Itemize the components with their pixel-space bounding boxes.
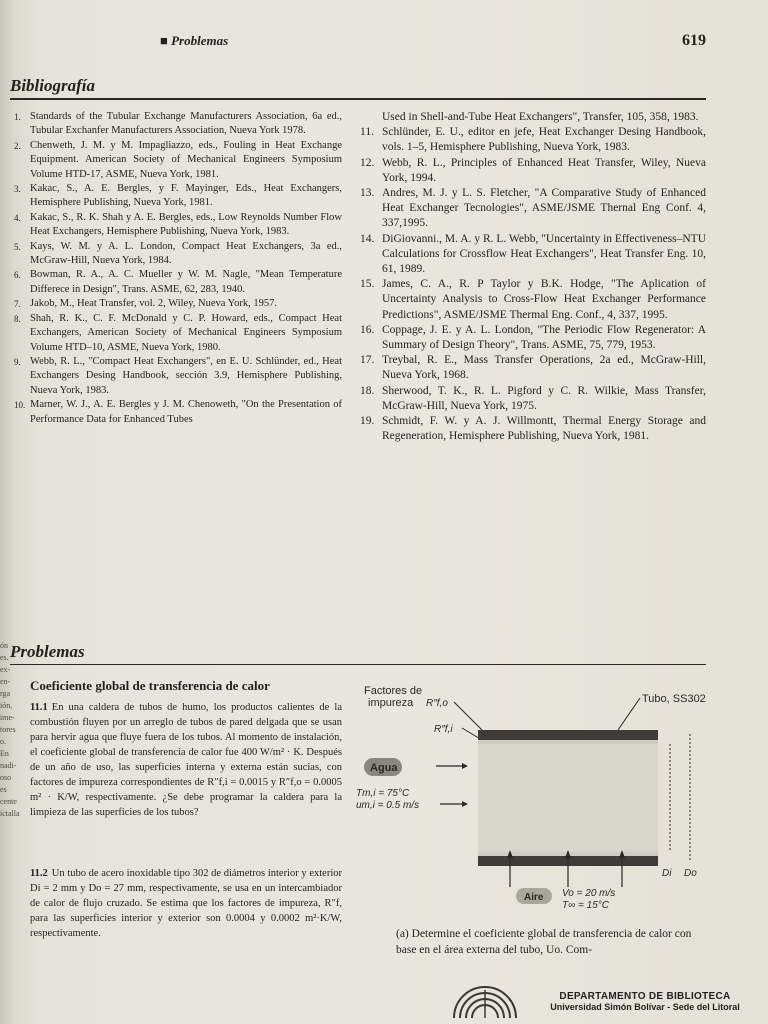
heat-exchanger-figure [350,682,730,912]
entry-number: 10. [14,400,26,411]
entry-text: Sherwood, T. K., R. L. Pigford y C. R. Wilkie, Mass Transfer, McGraw-Hill, Nueva York, 1975. [382,384,706,412]
problem-11-2-part-a: (a) Determine el coeficiente global de transferencia de calor con base en el área externa del tubo, Uo. Com- [396,928,692,956]
bibliography-heading: Bibliografía [10,76,96,95]
bibliography-entry [360,186,706,232]
entry-number: 5. [14,241,21,252]
fig-label-do: Do [684,868,697,879]
bibliography-entry [360,110,706,125]
fig-label-rfo: R″f,o [426,698,448,709]
entry-text: Schmidt, F. W. y A. J. Willmontt, Thermal Energy Storage and Regeneration, Hemisphere Publishing, Nueva York, 1981. [382,415,706,443]
bibliography-entry [360,414,706,444]
bibliography-entry [14,211,342,240]
entry-number: 8. [14,313,21,324]
library-stamp-line2: Universidad Simón Bolívar - Sede del Litoral [550,1002,740,1012]
fig-label-to: T∞ = 15°C [562,900,609,911]
entry-text: Coppage, J. E. y A. L. London, "The Periodic Flow Regenerator: A Summary of Design Theory", Trans. ASME, 75, 779, 1953. [382,323,706,352]
entry-number: 7. [14,299,21,310]
bibliography-entry [360,232,706,278]
entry-number: 12. [360,156,375,169]
running-header-section: ■ Problemas [160,33,229,48]
entry-number: 18. [360,384,375,397]
tube-wall-top [478,730,658,740]
problem-text: Un tubo de acero inoxidable tipo 302 de diámetros interior y exterior Di = 2 mm y Do = 27 mm, respectivamente, se usa en un intercambiador de calor de flujo cruzado. Se estima que los factores de impureza, R″f, para las superficies interior y exterior son 0.0004 y 0.0002 m²·K/W, respectivamente. [30,868,342,939]
page-number: 619 [682,32,706,49]
bibliography-entry [14,182,342,211]
entry-number: 14. [360,232,375,245]
facing-page-bleed: ón es. ex- en- rga ión, ime- tores o. En nadi- oso es cente ictalla [0,641,20,818]
entry-number: 3. [14,184,21,195]
entry-text: Kakac, S., R. K. Shah y A. E. Bergles, eds., Low Reynolds Number Flow Heat Exchangers, Hemisphere Publishing, Nueva York, 1983. [30,211,342,238]
bibliography-entry [360,323,706,353]
problem-11-1 [30,700,342,820]
tubo-leader-line [618,698,640,730]
bibliography-entry [360,353,706,383]
tube-flow-region [478,744,658,852]
bibliography-entry [360,125,706,155]
problems-heading: Problemas [10,642,85,661]
fig-label-di: Di [662,868,672,879]
fig-label-factores: Factores de [364,685,423,697]
entry-number: 15. [360,278,375,291]
fig-label-aire: Aire [524,892,544,903]
fig-label-tmi: Tm,i = 75°C [356,788,410,799]
entry-number: 4. [14,212,21,223]
agua-arrowhead [462,763,468,769]
entry-text: Treybal, R. E., Mass Transfer Operations, 2a ed., McGraw-Hill, Nueva York, 1968. [382,354,706,382]
entry-text: Shah, R. K., C. F. McDonald y C. P. Howard, eds., Compact Heat Exchangers, American Society of Mechanical Engineers Symposium Volume HTD–10, ASME, Nueva York, 1980. [30,312,342,353]
entry-text: Webb, R. L., "Compact Heat Exchangers", en E. U. Schlünder, ed., Heat Exchangers Desing Handbook, sección 3.9, Hemisphere Publishing, Nueva York, 1983. [30,355,342,396]
entry-text: James, C. A., R. P Taylor y B.K. Hodge, "The Aplication of Uncertainty Analysis to Cross-Flow Heat Exchanger Performance Predictions", ASME/JSME Thermal Eng. Conf., 4, 337, 1995. [382,278,706,321]
bibliography-entry [360,277,706,323]
bibliography-rule [10,98,706,100]
bibliography-left-column [14,110,342,427]
fig-label-impureza: impureza [368,697,414,709]
bibliography-entry [360,156,706,186]
entry-text: Bowman, R. A., A. C. Mueller y W. M. Nagle, "Mean Temperature Differece in Design", Trans. ASME, 62, 283, 1940. [30,269,342,295]
entry-number: 1. [14,112,21,122]
entry-text: Standards of the Tubular Exchange Manufacturers Association, 6a ed., Tubular Exchanfer Manufacturers Association, Nueva York 1978. [30,111,342,137]
entry-number: 11. [360,126,374,139]
library-stamp [540,991,750,1012]
bibliography-entry [14,110,342,139]
bibliography-entry [14,268,342,297]
entry-text: Jakob, M., Heat Transfer, vol. 2, Wiley, Nueva York, 1957. [30,298,278,310]
bibliography-entry [14,355,342,398]
entry-number: 6. [14,270,21,281]
fig-label-rfi: R″f,i [434,724,453,735]
entry-number: 19. [360,415,375,428]
entry-number: 2. [14,140,21,151]
entry-text: Schlünder, E. U., editor en jefe, Heat Exchanger Desing Handbook, vols. 1–5, Hemisphere Publishing, Nueva York, 1983. [382,126,706,154]
entry-number: 17. [360,354,375,367]
entry-number [360,110,382,125]
problems-rule [10,664,706,665]
fig-label-umi: um,i = 0.5 m/s [356,800,420,811]
library-stamp-line1: DEPARTAMENTO DE BIBLIOTECA [559,991,731,1002]
bibliography-entry [14,240,342,269]
bibliography-entry [360,384,706,414]
problem-11-2 [30,866,342,941]
bibliography-entry [14,398,342,427]
fig-label-tubo: Tubo, SS302 [642,693,706,705]
flow-arrowhead [462,801,468,807]
fig-label-agua: Agua [370,762,398,774]
problem-number: 11.1 [30,702,48,713]
entry-text: Chenweth, J. M. y M. Impagliazzo, eds., Fouling in Heat Exchange Equipment. American Society of Mechanical Engineers Symposium Volume HTD-17, ASME, Nueva York, 1981. [30,139,342,180]
entry-number: 9. [14,356,21,367]
entry-text: Andres, M. J. y L. S. Fletcher, "A Comparative Study of Enhanced Heat Exchanger Tecnologies", ASME/JSME Thernal Eng Conf. 4, 337,1995. [382,187,706,230]
entry-text: Webb, R. L., Principles of Enhanced Heat Transfer, Wiley, Nueva York, 1994. [382,156,706,184]
problem-number: 11.2 [30,868,48,879]
bibliography-entry [14,139,342,182]
fig-label-vo: Vo = 20 m/s [562,888,616,899]
problem-text: En una caldera de tubos de humo, los productos calientes de la combustión fluyen por un arreglo de tubos de pared delgada que se usan para hervir agua que fluye fuera de los tubos. Al momento de instalación, el coeficiente global de transferencia de calor fue 400 W/m² · K. Después de un año de uso, las superficies interna y externa están sucias, con factores de impureza correspondientes de R″f,i = 0.0015 y R″f,o = 0.0005 m² · K/W, respectivamente. ¿Se debe programar la caldera para la limpieza de las superficies de los tubos? [30,702,342,818]
entry-text: Marner, W. J., A. E. Bergles y J. M. Chenoweth, "On the Presentation of Performance Data for Enhanced Tubes [30,399,342,425]
entry-text: DiGiovanni., M. A. y R. L. Webb, "Uncertainty in Effectiveness–NTU Calculations for Crossflow Heat Exchangers", Heat Transfer Eng. 10, 61, 1989. [382,232,707,276]
rfo-leader-line [454,702,482,730]
problems-subheading: Coeficiente global de transferencia de calor [30,678,270,693]
bibliography-entry [14,297,342,311]
entry-number: 16. [360,323,375,336]
entry-text: Kays, W. M. y A. L. London, Compact Heat Exchangers, 3a ed., McGraw-Hill, Nueva York, 1984. [30,240,342,267]
entry-text: Used in Shell-and-Tube Heat Exchangers", Transfer, 105, 358, 1983. [382,111,699,123]
bibliography-right-column [360,110,706,444]
university-seal-logo [450,984,520,1020]
entry-number: 13. [360,187,375,200]
entry-text: Kakac, S., A. E. Bergles, y F. Mayinger, Eds., Heat Exchangers, Hemisphere Publishing, Nueva York, 1981. [30,183,342,209]
bibliography-entry [14,312,342,355]
